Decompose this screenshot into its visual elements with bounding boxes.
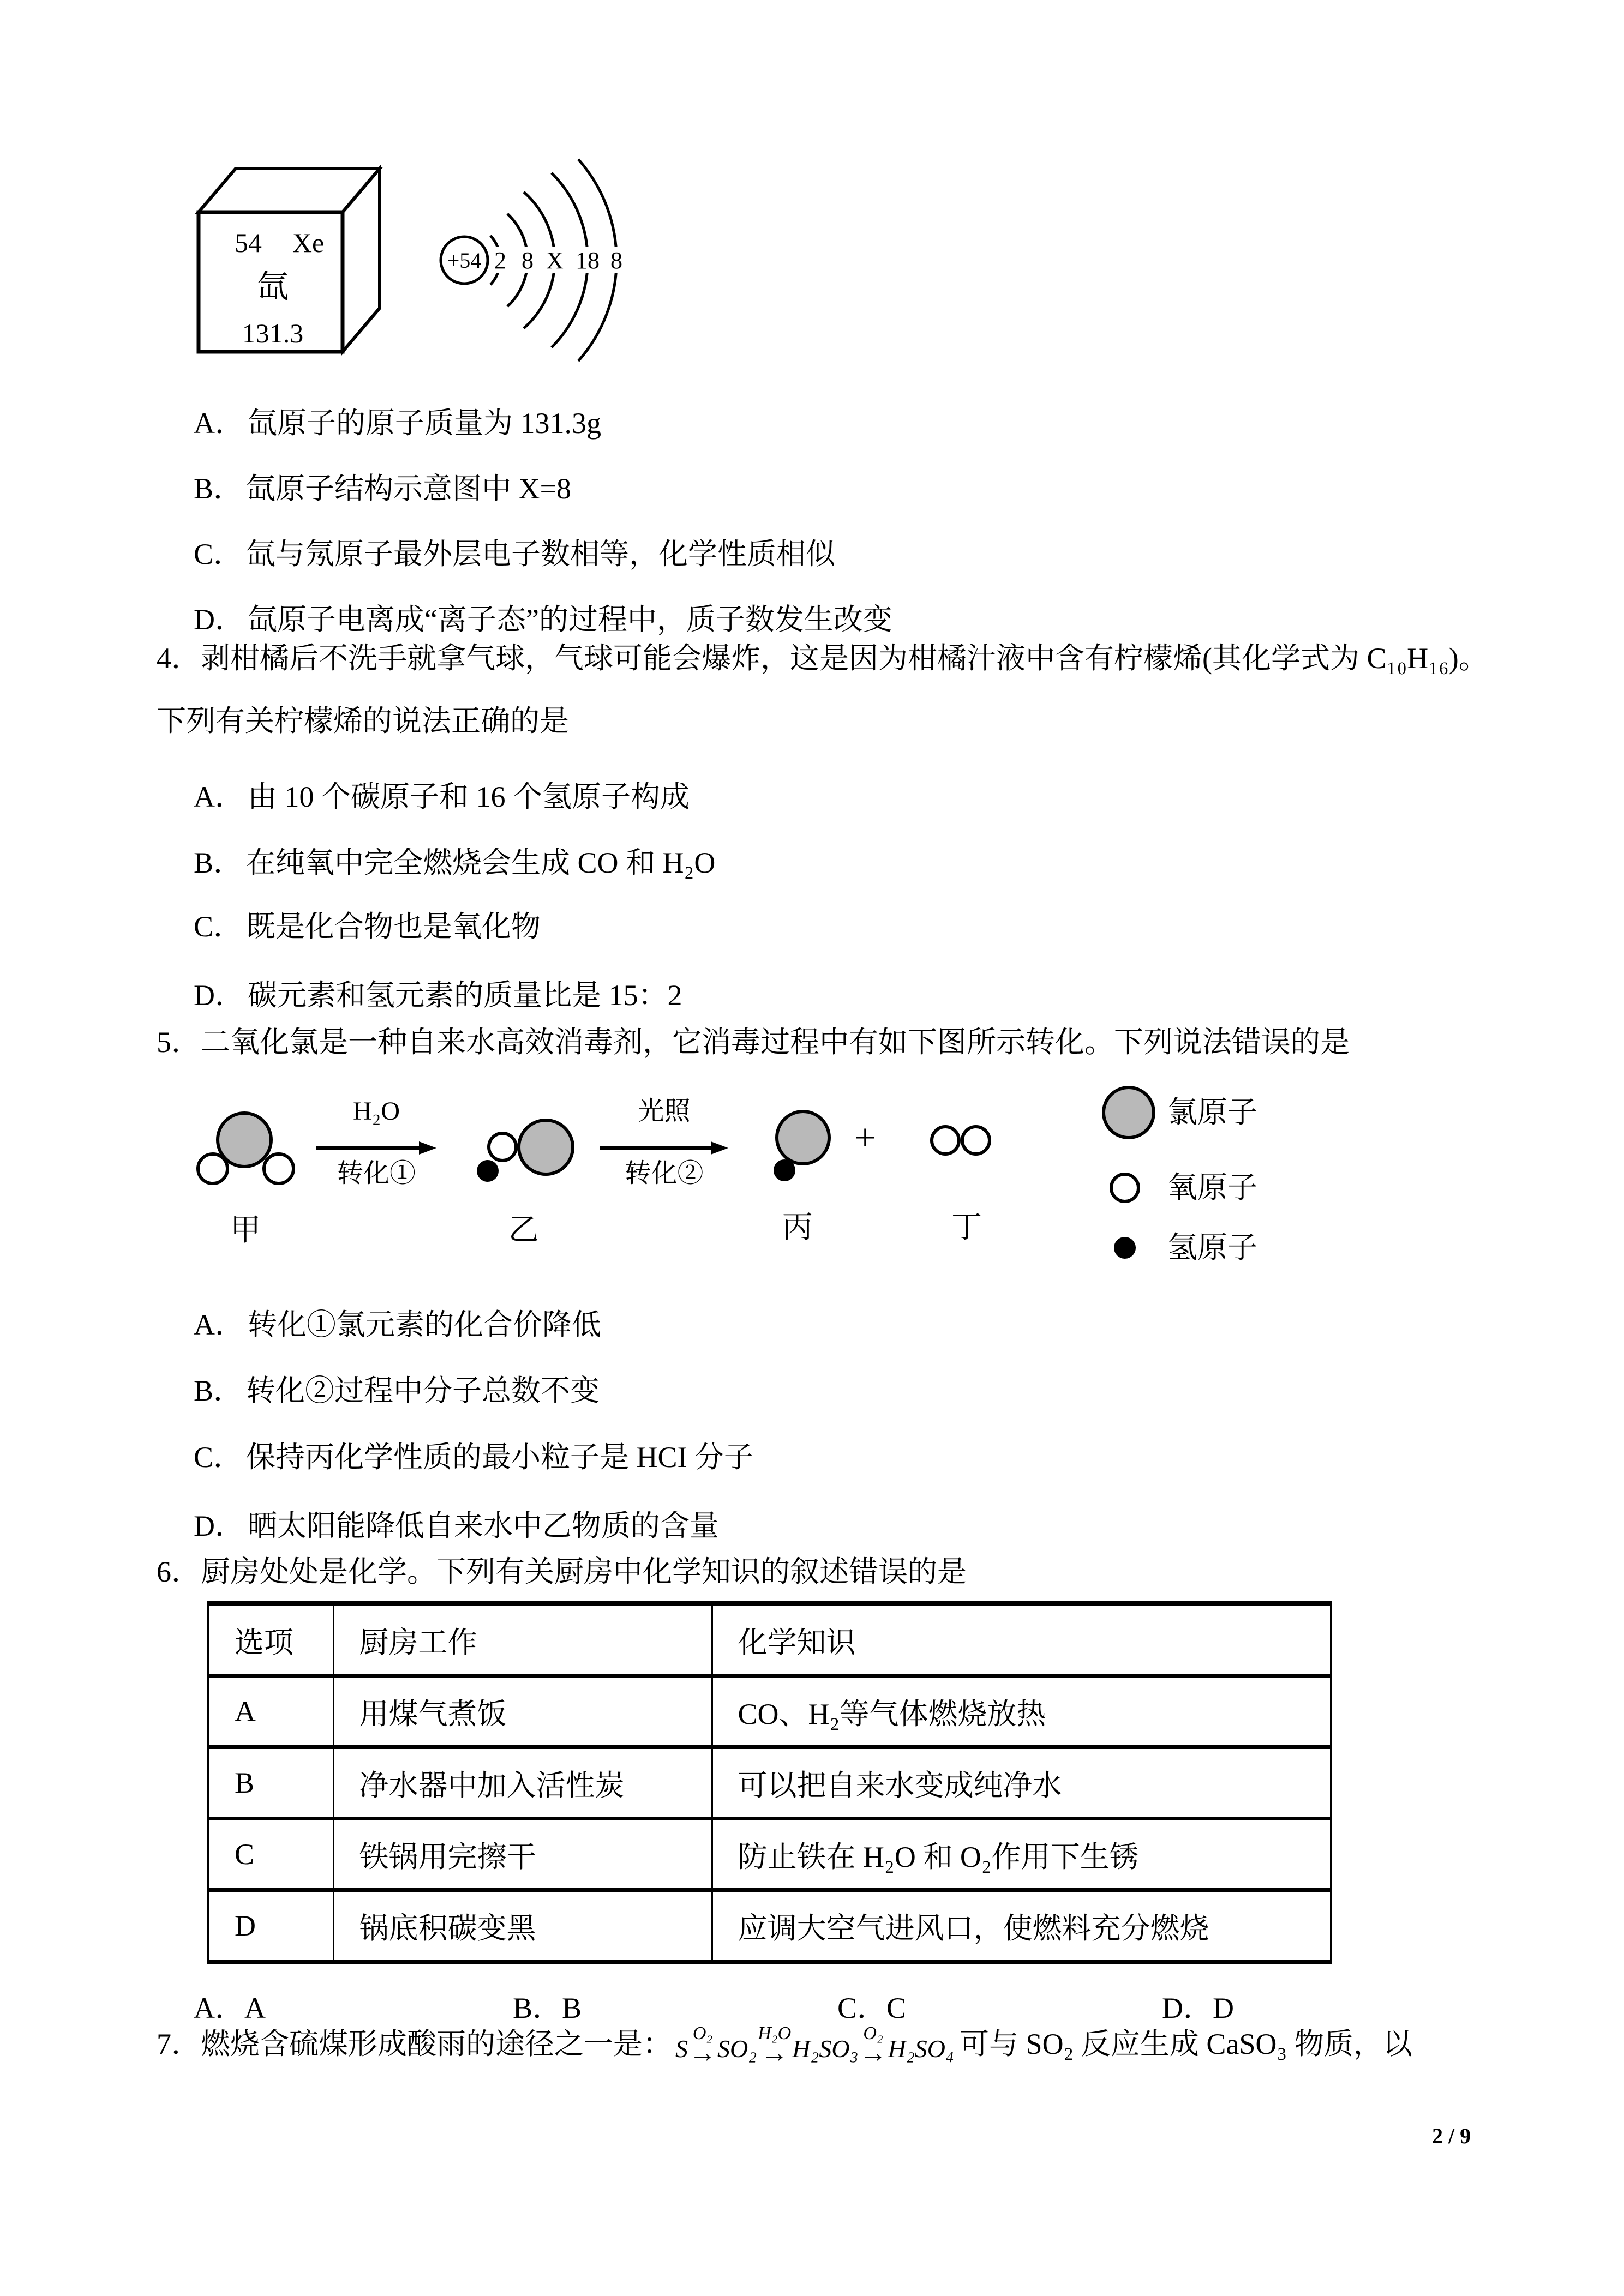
q6-answer-d: D．D: [1162, 1992, 1234, 2024]
table-header-cell: 选项: [208, 1604, 333, 1676]
table-header-row: [208, 1604, 1331, 1676]
table-header-cell: 化学知识: [712, 1604, 1331, 1676]
arrow-icon: →: [859, 2037, 887, 2068]
option-text: 晒太阳能降低自来水中乙物质的含量: [248, 1510, 719, 1542]
option-text: 转化①氯元素的化合价降低: [248, 1308, 601, 1341]
option-text: 由 10 个碳原子和 16 个氢原子构成: [248, 780, 690, 813]
table-cell: B: [208, 1747, 333, 1819]
option-label: B．: [194, 1374, 243, 1407]
page-number: 2 / 9: [1432, 2124, 1471, 2148]
kitchen-chemistry-table: [207, 1601, 1332, 1964]
legend-oxygen-icon: [1110, 1173, 1140, 1203]
option-text: 氙原子电离成“离子态”的过程中，质子数发生改变: [248, 603, 892, 636]
arrow1-condition: H₂O: [352, 1097, 400, 1126]
legend-chlorine-icon: [1102, 1086, 1155, 1139]
table-row: [208, 1890, 1331, 1962]
option-label: D．: [194, 1510, 244, 1542]
q6-answer-b: B．B: [513, 1992, 582, 2024]
q5-option-d: [194, 1509, 719, 1543]
formula-step: [689, 2023, 716, 2068]
formula-product: H₂SO₃: [792, 2034, 859, 2063]
table-cell: 防止铁在 H₂O 和 O₂作用下生锈: [712, 1819, 1331, 1890]
molecule-label-jia: 甲: [230, 1213, 261, 1247]
table-row: [208, 1819, 1331, 1890]
arrow-icon: →: [689, 2037, 716, 2068]
table-cell: 应调大空气进风口，使燃料充分燃烧: [712, 1890, 1331, 1962]
arrow1-label: 转化①: [337, 1159, 416, 1188]
q4-stem-line2: 下列有关柠檬烯的说法正确的是: [157, 705, 569, 737]
q7-suffix: 可与 SO₂ 反应生成 CaSO₃ 物质，以: [960, 2028, 1412, 2061]
q3-option-d: [194, 603, 892, 636]
q5-option-c: [194, 1440, 753, 1474]
option-text: 既是化合物也是氧化物: [246, 910, 541, 943]
element-symbol: Xe: [292, 227, 325, 258]
hydrogen-atom: [774, 1159, 795, 1181]
oxygen-atom: [930, 1125, 961, 1156]
option-label: A．: [194, 407, 244, 440]
molecule-label-yi: 乙: [508, 1213, 539, 1247]
chlorine-atom: [775, 1110, 831, 1165]
table-cell: 锅底积碳变黑: [333, 1890, 712, 1962]
reaction-arrow-icon: [316, 1141, 436, 1155]
table-cell: 可以把自来水变成纯净水: [712, 1747, 1331, 1819]
shell-count-2: 8: [522, 247, 534, 274]
shell-count-1: 2: [494, 247, 506, 274]
legend-hydrogen-icon: [1114, 1237, 1136, 1259]
element-mass: 131.3: [242, 318, 304, 348]
reaction-arrow-icon: [600, 1141, 728, 1155]
nucleus-charge: +54: [447, 248, 482, 273]
hydrogen-atom: [477, 1160, 499, 1182]
chlorine-atom: [216, 1111, 273, 1168]
option-label: C．: [194, 1441, 243, 1474]
table-cell: CO、H₂等气体燃烧放热: [712, 1676, 1331, 1747]
shell-count-4: 18: [576, 247, 600, 274]
sulfur-acid-rain-formula: [675, 2023, 955, 2068]
option-text: 在纯氧中完全燃烧会生成 CO 和 H₂O: [246, 846, 716, 879]
option-text: 转化②过程中分子总数不变: [246, 1374, 600, 1407]
option-text: 氙原子结构示意图中 X=8: [246, 472, 571, 505]
option-text: 保持丙化学性质的最小粒子是 HCI 分子: [246, 1441, 754, 1474]
arrow-icon: →: [760, 2037, 788, 2068]
xenon-element-box: [199, 169, 380, 352]
electron-shell-diagram: [441, 159, 627, 361]
oxygen-atom: [961, 1125, 991, 1156]
q6-stem: 6．厨房处处是化学。下列有关厨房中化学知识的叙述错误的是: [157, 1555, 967, 1588]
atomic-number: 54: [235, 227, 262, 258]
formula-product: H₂SO₄: [888, 2034, 955, 2063]
option-label: D．: [194, 603, 244, 636]
option-label: A．: [194, 780, 244, 813]
xenon-atom-figure: [196, 158, 878, 376]
option-label: B．: [194, 472, 243, 505]
formula-step: [758, 2023, 792, 2068]
option-label: A．: [194, 1308, 244, 1341]
shell-count-3: X: [546, 247, 564, 274]
q4-stem-line1: 4．剥柑橘后不洗手就拿气球，气球可能会爆炸，这是因为柑橘汁液中含有柠檬烯(其化学式为 C₁₀H₁₆)。: [157, 642, 1488, 675]
q4-option-d: [194, 978, 682, 1012]
oxygen-atom: [262, 1152, 295, 1185]
q7-prefix: 7．燃烧含硫煤形成酸雨的途径之一是：: [157, 2028, 672, 2061]
option-label: B．: [194, 846, 243, 879]
table-cell: A: [208, 1676, 333, 1747]
q3-option-c: [194, 537, 835, 571]
legend-chlorine-label: 氯原子: [1167, 1096, 1258, 1129]
option-text: 氙与氖原子最外层电子数相等，化学性质相似: [246, 538, 836, 570]
formula-product: SO₂: [717, 2034, 757, 2063]
option-label: C．: [194, 538, 243, 570]
arrow2-label: 转化②: [625, 1159, 704, 1188]
shell-count-5: 8: [610, 247, 622, 274]
table-row: [208, 1747, 1331, 1819]
table-cell: 铁锅用完擦干: [333, 1819, 712, 1890]
chlorine-atom: [517, 1119, 574, 1176]
molecule-label-ding: 丁: [951, 1211, 982, 1245]
option-text: 氙原子的原子质量为 131.3g: [248, 407, 601, 440]
formula-start: S: [675, 2034, 688, 2063]
q4-option-b: [194, 846, 715, 880]
molecule-label-bing: 丙: [782, 1211, 813, 1245]
option-label: D．: [194, 979, 244, 1012]
q6-answer-c: C．C: [837, 1992, 907, 2024]
arrow-condition: O₂: [863, 2023, 883, 2043]
table-header-cell: 厨房工作: [333, 1604, 712, 1676]
legend-hydrogen-label: 氢原子: [1167, 1231, 1258, 1264]
table-cell: 用煤气煮饭: [333, 1676, 712, 1747]
option-text: 碳元素和氢元素的质量比是 15：2: [248, 979, 682, 1012]
q3-option-a: [194, 406, 601, 440]
arrow-condition: O₂: [692, 2023, 713, 2043]
xenon-figure-svg: [196, 158, 878, 376]
q3-option-b: [194, 472, 571, 506]
q5-option-b: [194, 1374, 600, 1408]
q7-stem: [157, 2023, 1412, 2068]
table-cell: C: [208, 1819, 333, 1890]
q4-option-a: [194, 780, 690, 814]
oxygen-atom: [487, 1132, 518, 1162]
chlorine-dioxide-reaction-figure: [55, 1080, 1451, 1314]
legend-oxygen-label: 氧原子: [1167, 1171, 1258, 1204]
q6-answer-a: A．A: [194, 1992, 266, 2024]
arrow-condition: H₂O: [758, 2023, 792, 2043]
plus-sign: +: [854, 1117, 876, 1159]
q5-stem: 5．二氧化氯是一种自来水高效消毒剂，它消毒过程中有如下图所示转化。下列说法错误的是: [157, 1026, 1350, 1059]
table-cell: 净水器中加入活性炭: [333, 1747, 712, 1819]
q4-option-c: [194, 910, 541, 943]
table-cell: D: [208, 1890, 333, 1962]
formula-step: [859, 2023, 887, 2068]
option-label: C．: [194, 910, 243, 943]
element-name: 氙: [256, 269, 289, 304]
q5-option-a: [194, 1308, 601, 1342]
table-row: [208, 1676, 1331, 1747]
arrow2-condition: 光照: [638, 1097, 691, 1126]
